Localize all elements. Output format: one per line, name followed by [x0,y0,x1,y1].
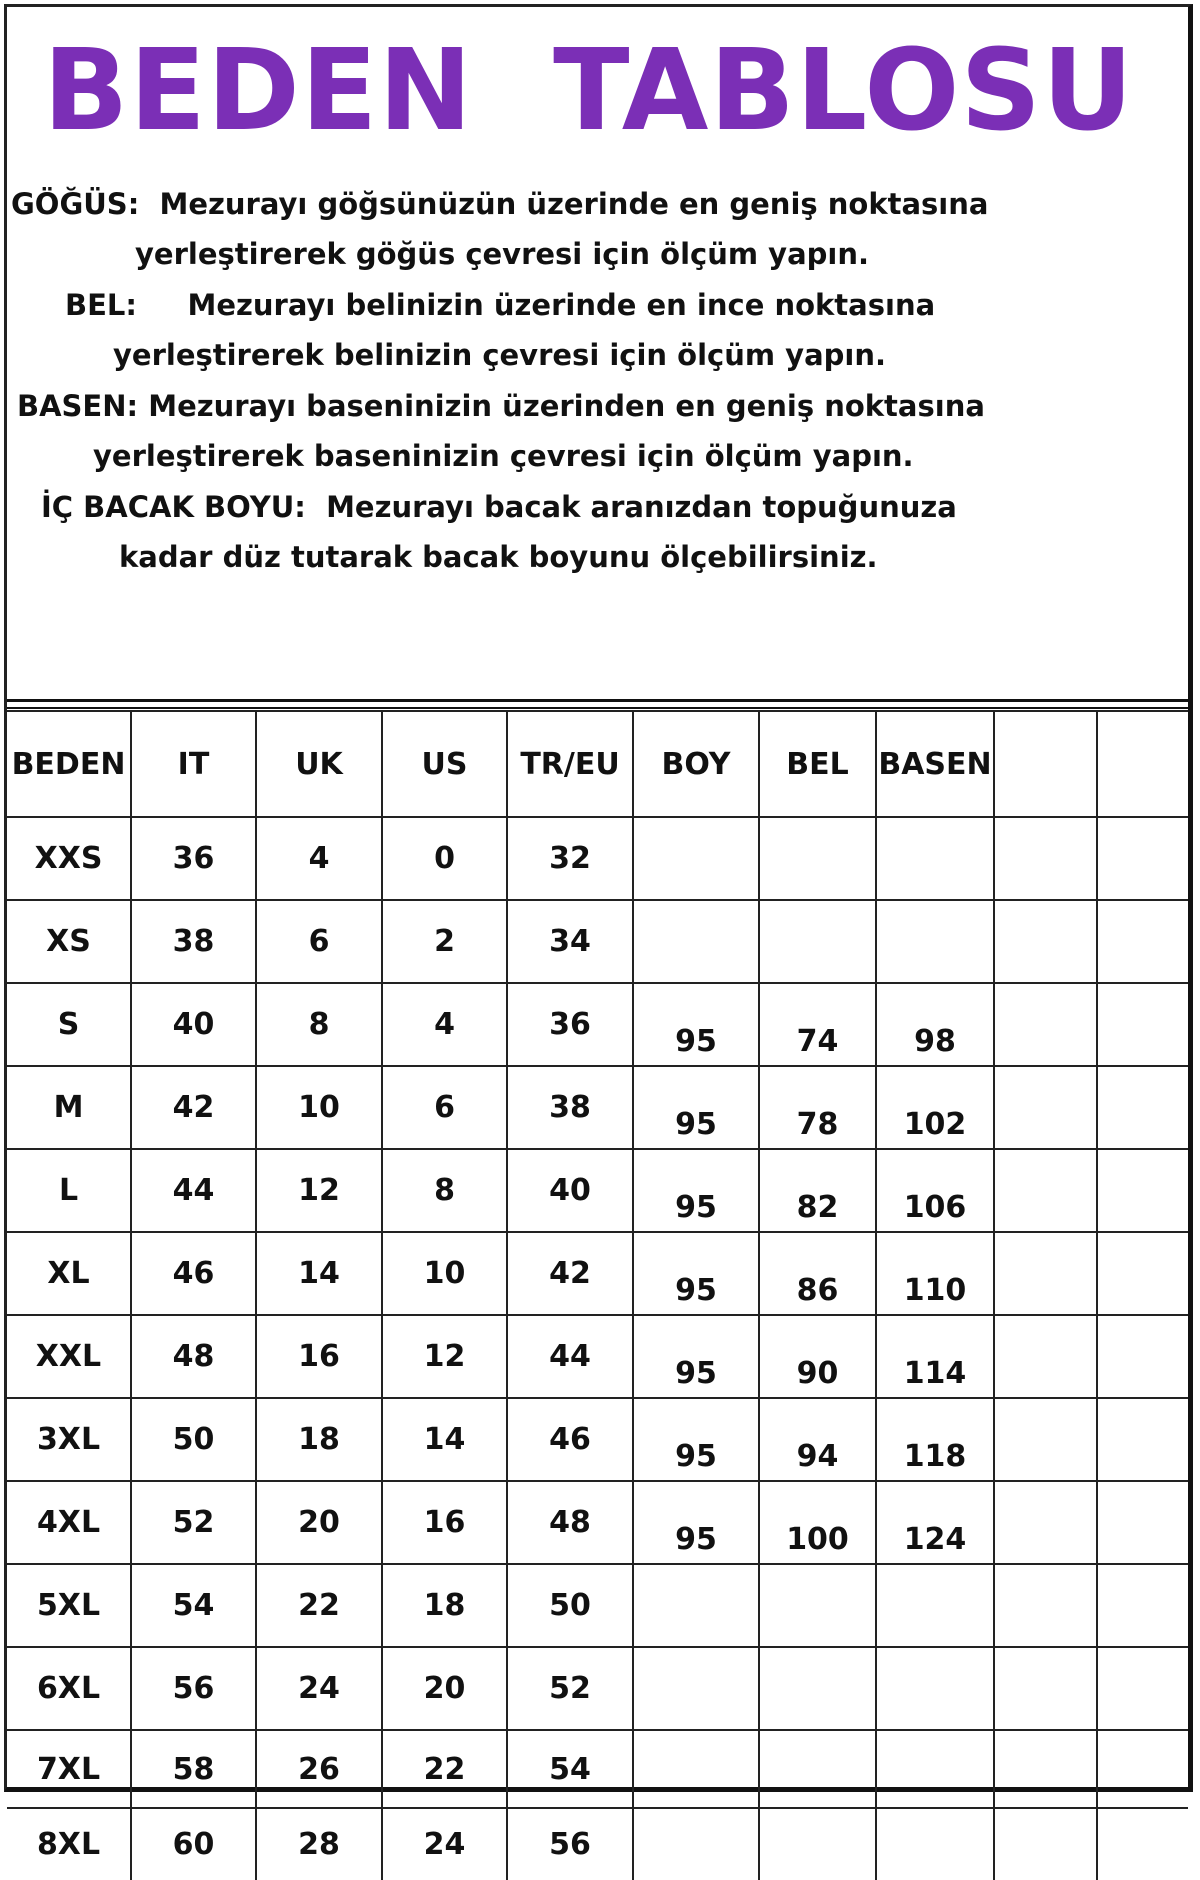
table-cell [759,900,876,983]
table-cell [994,1808,1097,1880]
table-cell: 20 [382,1647,507,1730]
table-cell [633,1647,759,1730]
table-row [7,983,1188,1066]
table-cell: 60 [131,1808,256,1880]
table-cell: 8XL [7,1808,131,1880]
table-cell: 56 [507,1808,633,1880]
table-cell [759,1730,876,1808]
table-cell [994,1730,1097,1808]
instruction-line: kadar düz tutarak bacak boyunu ölçebilirsiniz. [119,540,878,574]
table-cell: 6 [382,1066,507,1149]
table-cell: 58 [131,1730,256,1808]
table-cell [1097,1808,1188,1880]
table-cell: 26 [256,1730,382,1808]
table-row [7,1315,1188,1398]
table-cell: 10 [256,1066,382,1149]
table-cell: 6XL [7,1647,131,1730]
table-cell: 48 [507,1481,633,1564]
column-header: BASEN [876,711,994,817]
column-header: BOY [633,711,759,817]
table-cell [759,817,876,900]
section-divider [7,699,1188,702]
table-cell: 118 [876,1398,994,1481]
table-cell: 86 [759,1232,876,1315]
table-cell [876,900,994,983]
table-cell [633,817,759,900]
instruction-line: yerleştirerek göğüs çevresi için ölçüm yapın. [135,237,870,271]
table-row [7,1066,1188,1149]
size-table [7,710,1188,1880]
column-header [1097,711,1188,817]
table-cell [633,1730,759,1808]
table-cell: 52 [131,1481,256,1564]
table-row [7,1481,1188,1564]
table-row [7,1149,1188,1232]
table-cell [633,1808,759,1880]
table-cell [994,1315,1097,1398]
table-cell: S [7,983,131,1066]
table-cell: 8 [382,1149,507,1232]
table-cell: 44 [131,1149,256,1232]
table-cell [994,983,1097,1066]
table-cell: 52 [507,1647,633,1730]
page-title: BEDEN TABLOSU [43,26,1135,156]
table-cell: M [7,1066,131,1149]
table-cell [1097,983,1188,1066]
table-cell: 6 [256,900,382,983]
table-cell [994,1149,1097,1232]
table-cell: 22 [382,1730,507,1808]
table-cell: 95 [633,1232,759,1315]
table-cell: 46 [131,1232,256,1315]
table-cell: 102 [876,1066,994,1149]
table-cell: 20 [256,1481,382,1564]
table-cell: 54 [131,1564,256,1647]
table-cell: 40 [131,983,256,1066]
table-cell: L [7,1149,131,1232]
table-cell [994,1232,1097,1315]
table-cell [1097,817,1188,900]
table-cell [876,1808,994,1880]
table-cell: 95 [633,1398,759,1481]
table-cell [994,1398,1097,1481]
table-cell: 8 [256,983,382,1066]
table-cell: 5XL [7,1564,131,1647]
table-row [7,1808,1188,1880]
table-cell [876,1647,994,1730]
column-header: BEDEN [7,711,131,817]
table-cell: 10 [382,1232,507,1315]
table-cell: 106 [876,1149,994,1232]
table-cell [1097,1481,1188,1564]
table-cell [1097,1730,1188,1808]
table-cell [876,817,994,900]
column-header: TR/EU [507,711,633,817]
table-cell: 3XL [7,1398,131,1481]
table-cell: 82 [759,1149,876,1232]
table-cell: 24 [382,1808,507,1880]
table-cell [994,1066,1097,1149]
table-cell: 12 [382,1315,507,1398]
column-header [994,711,1097,817]
table-cell: XL [7,1232,131,1315]
table-cell [994,1481,1097,1564]
table-cell: 114 [876,1315,994,1398]
table-cell [759,1564,876,1647]
table-cell: 95 [633,983,759,1066]
table-cell [1097,1232,1188,1315]
table-cell [633,1564,759,1647]
table-cell: 38 [507,1066,633,1149]
table-cell [994,1647,1097,1730]
table-cell: 124 [876,1481,994,1564]
table-cell: 40 [507,1149,633,1232]
table-cell: 14 [382,1398,507,1481]
table-cell: 98 [876,983,994,1066]
table-cell [633,900,759,983]
table-cell: 56 [131,1647,256,1730]
section-divider [7,707,1188,709]
table-cell: 110 [876,1232,994,1315]
table-cell [1097,1066,1188,1149]
table-cell: 32 [507,817,633,900]
table-cell: 28 [256,1808,382,1880]
table-cell: 50 [507,1564,633,1647]
table-cell: 4XL [7,1481,131,1564]
table-cell: 36 [131,817,256,900]
table-cell [876,1564,994,1647]
table-cell: 0 [382,817,507,900]
column-header: UK [256,711,382,817]
table-cell: 90 [759,1315,876,1398]
table-row [7,1647,1188,1730]
table-cell [759,1647,876,1730]
table-cell: 42 [131,1066,256,1149]
table-cell: 36 [507,983,633,1066]
instruction-line: BEL: Mezurayı belinizin üzerinde en ince noktasına [65,288,936,322]
column-header: IT [131,711,256,817]
instruction-line: GÖĞÜS: Mezurayı göğsünüzün üzerinde en geniş noktasına [11,187,989,221]
table-header-row [7,711,1188,817]
table-cell: 74 [759,983,876,1066]
table-cell: 4 [256,817,382,900]
table-row [7,1564,1188,1647]
table-cell: 7XL [7,1730,131,1808]
table-cell: 54 [507,1730,633,1808]
table-row [7,1730,1188,1808]
table-cell [1097,1647,1188,1730]
column-header: US [382,711,507,817]
table-row [7,1232,1188,1315]
table-cell: 38 [131,900,256,983]
table-cell: 48 [131,1315,256,1398]
instruction-line: yerleştirerek baseninizin çevresi için ölçüm yapın. [93,439,914,473]
table-cell [876,1730,994,1808]
size-chart-sheet [4,4,1193,1862]
table-cell [1097,1315,1188,1398]
table-cell [1097,1398,1188,1481]
table-cell: 18 [256,1398,382,1481]
table-cell [994,817,1097,900]
table-cell [759,1808,876,1880]
instruction-line: yerleştirerek belinizin çevresi için ölçüm yapın. [113,338,887,372]
table-cell: 95 [633,1066,759,1149]
table-cell: 44 [507,1315,633,1398]
table-cell: 95 [633,1315,759,1398]
table-cell [994,900,1097,983]
table-cell: 100 [759,1481,876,1564]
table-row [7,1398,1188,1481]
table-cell: 95 [633,1481,759,1564]
table-cell: 4 [382,983,507,1066]
table-cell: 34 [507,900,633,983]
table-cell: 24 [256,1647,382,1730]
table-cell: 16 [382,1481,507,1564]
table-cell [1097,900,1188,983]
table-cell: 14 [256,1232,382,1315]
table-cell: 42 [507,1232,633,1315]
table-row [7,817,1188,900]
table-cell: 95 [633,1149,759,1232]
table-cell [1097,1564,1188,1647]
table-cell: XXL [7,1315,131,1398]
table-cell: 2 [382,900,507,983]
table-cell: 18 [382,1564,507,1647]
table-cell: 94 [759,1398,876,1481]
table-cell: 16 [256,1315,382,1398]
table-cell: 78 [759,1066,876,1149]
table-cell [1097,1149,1188,1232]
table-row [7,900,1188,983]
table-cell: 46 [507,1398,633,1481]
table-cell: 50 [131,1398,256,1481]
table-cell: 22 [256,1564,382,1647]
table-cell: XS [7,900,131,983]
instruction-line: BASEN: Mezurayı baseninizin üzerinden en geniş noktasına [17,389,985,423]
column-header: BEL [759,711,876,817]
table-cell: XXS [7,817,131,900]
table-cell: 12 [256,1149,382,1232]
instruction-line: İÇ BACAK BOYU: Mezurayı bacak aranızdan topuğunuza [41,490,957,524]
table-cell [994,1564,1097,1647]
